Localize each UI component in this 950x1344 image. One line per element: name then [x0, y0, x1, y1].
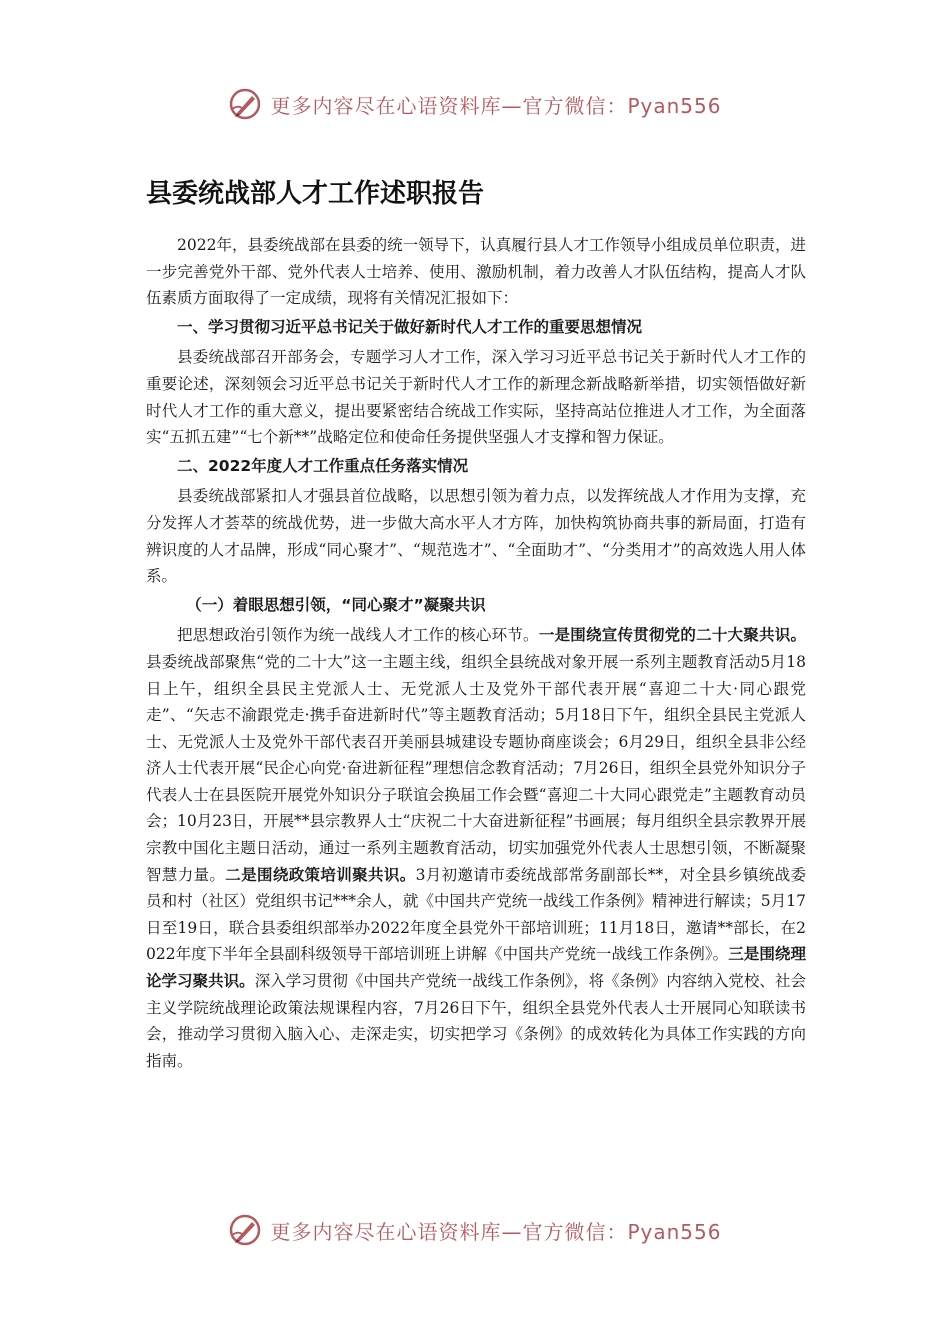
section-2-body: 县委统战部紧扣人才强县首位战略，以思想引领为着力点，以发挥统战人才作用为支撑，充分发挥人才荟萃的统战优势，进一步做大高水平人才方阵，加快构筑协商共事的新局面，打造有辨识度的人才品牌，形成“同心聚才”、“规范选才”、“全面助才”、“分类用才”的高效选人用人体系。 [146, 487, 806, 586]
point-1-heading: 一是围绕宣传贯彻党的二十大聚共识。 [538, 626, 806, 645]
point-2-heading: 二是围绕政策培训聚共识。 [225, 865, 416, 884]
point-2-text: 3月初邀请市委统战部常务副部长**，对全县乡镇统战委员和村（社区）党组织书记***余人，就《中国共产党统一战线工作条例》精神进行解读；5月17日至19日，联合县委组织部举办2022年度全县党外干部培训班；11月18日，邀请**部长，在2022年度下半年全县副科级领导干部培训班上讲解《中国共产党统一战线工作条例》。 [146, 865, 806, 964]
header-banner [0, 84, 950, 124]
subsection-1-body [146, 622, 806, 1074]
banner-text: 更多内容尽在心语资料库—官方微信：Pyan556 [270, 93, 722, 118]
section-1-body: 县委统战部召开部务会，专题学习人才工作，深入学习习近平总书记关于新时代人才工作的重要论述，深刻领会习近平总书记关于新时代人才工作的新理念新战略新举措，切实领悟做好新时代人才工作的重大意义，提出要紧密结合统战工作实际，坚持高站位推进人才工作，为全面落实“五抓五建”“七个新**”战略定位和使命任务提供坚强人才支撑和智力保证。 [146, 348, 806, 447]
document-body [146, 176, 806, 1074]
document-title: 县委统战部人才工作述职报告 [146, 179, 485, 209]
subsection-1-heading: （一）着眼思想引领，“同心聚才”凝聚共识 [186, 595, 486, 614]
pen-logo-icon [228, 87, 262, 121]
section-1-heading: 一、学习贯彻习近平总书记关于做好新时代人才工作的重要思想情况 [177, 317, 643, 336]
intro-paragraph: 2022年，县委统战部在县委的统一领导下，认真履行县人才工作领导小组成员单位职责，进一步完善党外干部、党外代表人士培养、使用、激励机制，着力改善人才队伍结构，提高人才队伍素质方面取得了一定成绩，现将有关情况汇报如下： [146, 236, 806, 308]
pen-logo-icon [228, 1213, 262, 1247]
point-3-text: 深入学习贯彻《中国共产党统一战线工作条例》，将《条例》内容纳入党校、社会主义学院统战理论政策法规课程内容，7月26日下午，组织全县党外代表人士开展同心知联读书会，推动学习贯彻入脑入心、走深走实，切实把学习《条例》的成效转化为具体工作实践的方向指南。 [146, 972, 806, 1070]
point-3-heading: 三是围绕理论学习聚共识。 [146, 945, 806, 991]
subsection-1-lead: 把思想政治引领作为统一战线人才工作的核心环节。 [177, 626, 539, 645]
banner-text: 更多内容尽在心语资料库—官方微信：Pyan556 [270, 1219, 722, 1244]
section-2-heading: 二、2022年度人才工作重点任务落实情况 [177, 456, 469, 475]
footer-banner [0, 1210, 950, 1250]
point-1-text: 县委统战部聚焦“党的二十大”这一主题主线，组织全县统战对象开展一系列主题教育活动5月18日上午，组织全县民主党派人士、无党派人士及党外干部代表开展“喜迎二十大·同心跟党走”、“矢志不渝跟党走·携手奋进新时代”等主题教育活动；5月18日下午，组织全县民主党派人士、无党派人士及党外干部代表召开美丽县城建设专题协商座谈会；6月29日，组织全县非公经济人士代表开展“民企心向党·奋进新征程”理想信念教育活动；7月26日，组织全县党外知识分子代表人士在县医院开展党外知识分子联谊会换届工作会暨“喜迎二十大同心跟党走”主题教育动员会；10月23日，开展**县宗教界人士“庆祝二十大奋进新征程”书画展；每月组织全县宗教界开展宗教中国化主题日活动，通过一系列主题教育活动，切实加强党外代表人士思想引领，不断凝聚智慧力量。 [146, 652, 806, 884]
